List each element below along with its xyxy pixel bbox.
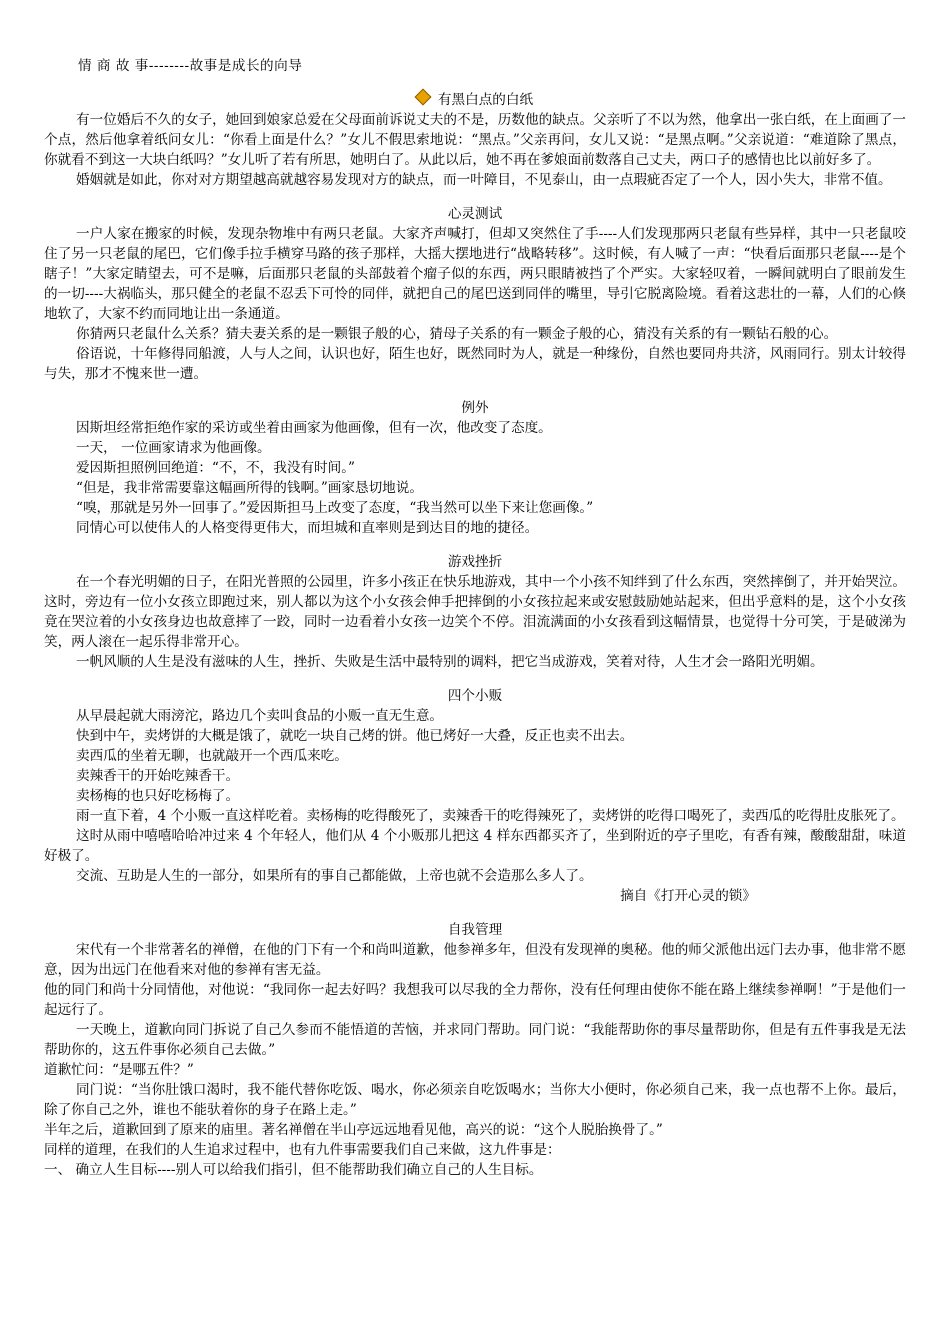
section-title-text: 自我管理 — [447, 922, 503, 938]
story-section — [44, 686, 906, 906]
story-section — [44, 204, 906, 384]
paragraph: 卖辣香干的开始吃辣香干。 — [76, 768, 240, 784]
section-title-text: 例外 — [461, 400, 489, 416]
paragraph: 同情心可以使伟人的人格变得更伟大，而坦城和直率则是到达目的地的捷径。 — [76, 520, 539, 536]
document-body — [44, 90, 906, 1180]
paragraph: 道歉忙问：“是哪五件？” — [44, 1062, 194, 1078]
page-header: 情 商 故 事--------故事是成长的向导 — [78, 58, 303, 74]
section-title — [44, 204, 906, 224]
paragraph: 因斯坦经常拒绝作家的采访或坐着由画家为他画像，但有一次，他改变了态度。 — [76, 420, 552, 436]
story-section — [44, 920, 906, 1180]
section-title — [44, 686, 906, 706]
paragraph: 宋代有一个非常著名的禅僧，在他的门下有一个和尚叫道歉，他参禅多年，但没有发现禅的奥秘。他的师父派他出远门去办事，他非常不愿意，因为出远门在他看来对他的参禅有害无益。 — [44, 942, 906, 978]
paragraph: “嗅，那就是另外一回事了。”爱因斯担马上改变了态度，“我当然可以坐下来让您画像。” — [76, 500, 594, 516]
paragraph: 婚姻就是如此，你对对方期望越高就越容易发现对方的缺点，而一叶障目，不见泰山，由一点瑕疵否定了一个人，因小失大，非常不值。 — [76, 172, 892, 188]
paragraph: 一户人家在搬家的时候，发现杂物堆中有两只老鼠。大家齐声喊打，但却又突然住了手----人们发现那两只老鼠有些异样，其中一只老鼠咬住了另一只老鼠的尾巴，它们像手拉手横穿马路的孩子那样，大摇大摆地进行“战略转移”。这时候，有人喊了一声：“快看后面那只老鼠----是个瞎子！”大家定睛望去，可不是嘛，后面那只老鼠的头部鼓着个瘤子似的东西，两只眼睛被挡了个严实。大家轻叹着，一瞬间就明白了眼前发生的一切----大祸临头，那只健全的老鼠不忍丢下可怜的同伴，就把自己的尾巴送到同伴的嘴里，导引它脱离险境。看着这悲壮的一幕，人们的心倏地软了，大家不约而同地让出一条通道。 — [44, 226, 906, 322]
section-title-text: 游戏挫折 — [447, 554, 503, 570]
paragraph: 这时从雨中嘻嘻哈哈冲过来 4 个年轻人，他们从 4 个小贩那儿把这 4 样东西都买齐了，坐到附近的亭子里吃，有香有辣，酸酸甜甜，味道好极了。 — [44, 828, 906, 864]
paragraph: 从早晨起就大雨滂沱，路边几个卖叫食品的小贩一直无生意。 — [76, 708, 444, 724]
diamond-bullet-icon — [414, 89, 431, 106]
section-title — [44, 398, 906, 418]
paragraph: 一天晚上，道歉向同门拆说了自己久参而不能悟道的苦恼，并求同门帮助。同门说：“我能帮助你的事尽量帮助你，但是有五件事我是无法帮助你的，这五件事你必须自己去做。” — [44, 1022, 906, 1058]
paragraph: 一帆风顺的人生是没有滋味的人生，挫折、失败是生活中最特别的调料，把它当成游戏，笑着对待，人生才会一路阳光明媚。 — [76, 654, 824, 670]
story-section — [44, 552, 906, 672]
section-title — [44, 920, 906, 940]
paragraph: 一天， 一位画家请求为他画像。 — [76, 440, 271, 456]
paragraph: 快到中午，卖烤饼的大概是饿了，就吃一块自己烤的饼。他已烤好一大叠，反正也卖不出去。 — [76, 728, 634, 744]
section-title — [44, 552, 906, 572]
story-section — [44, 398, 906, 538]
paragraph: 他的同门和尚十分同情他，对他说：“我同你一起去好吗？我想我可以尽我的全力帮你，没有任何理由使你不能在路上继续参禅啊！”于是他们一起远行了。 — [44, 982, 906, 1018]
source-citation: 摘自《打开心灵的锁》 — [620, 888, 756, 904]
section-title-text: 四个小贩 — [447, 688, 503, 704]
paragraph: 有一位婚后不久的女子，她回到娘家总爱在父母面前诉说丈夫的不是，历数他的缺点。父亲听了不以为然，他拿出一张白纸，在上面画了一个点，然后他拿着纸问女儿：“你看上面是什么？”女儿不假思索地说：“黑点。”父亲再问，女儿又说：“是黑点啊。”父亲说道：“难道除了黑点，你就看不到这一大块白纸吗？”女儿听了若有所思，她明白了。从此以后，她不再在爹娘面前数落自己丈夫，两口子的感情也比以前好多了。 — [44, 112, 906, 168]
paragraph: “但是，我非常需要靠这幅画所得的钱啊。”画家恳切地说。 — [76, 480, 423, 496]
paragraph: 一、 确立人生目标----别人可以给我们指引，但不能帮助我们确立自己的人生目标。 — [44, 1162, 543, 1178]
paragraph: 你猜两只老鼠什么关系？猜夫妻关系的是一颗银子般的心，猜母子关系的有一颗金子般的心，猜没有关系的有一颗钻石般的心。 — [76, 326, 838, 342]
paragraph: 同样的道理，在我们的人生追求过程中，也有九件事需要我们自己来做，这九件事是： — [44, 1142, 561, 1158]
paragraph: 半年之后，道歉回到了原来的庙里。著名禅僧在半山亭远远地看见他，高兴的说：“这个人脱胎换骨了。” — [44, 1122, 663, 1138]
paragraph: 同门说：“当你肚饿口渴时，我不能代替你吃饭、喝水，你必须亲自吃饭喝水；当你大小便时，你必须自己来，我一点也帮不上你。最后，除了你自己之外，谁也不能驮着你的身子在路上走。” — [44, 1082, 906, 1118]
paragraph: 卖杨梅的也只好吃杨梅了。 — [76, 788, 240, 804]
paragraph: 在一个春光明媚的日子，在阳光普照的公园里，许多小孩正在快乐地游戏，其中一个小孩不知绊到了什么东西，突然摔倒了，并开始哭泣。这时，旁边有一位小女孩立即跑过来，别人都以为这个小女孩会伸手把摔倒的小女孩拉起来或安慰鼓励她站起来，但出乎意料的是，这个小女孩竟在哭泣着的小女孩身边也故意摔了一跤，同时一边看着小女孩一边笑个不停。泪流满面的小女孩看到这幅情景，也觉得十分可笑，于是破涕为笑，两人滚在一起乐得非常开心。 — [44, 574, 906, 650]
section-title-text: 心灵测试 — [447, 206, 503, 222]
story-section — [44, 90, 906, 190]
paragraph: 交流、互助是人生的一部分，如果所有的事自己都能做，上帝也就不会造那么多人了。 — [76, 868, 593, 884]
paragraph: 爱因斯担照例回绝道：“不，不，我没有时间。” — [76, 460, 355, 476]
section-title-text: 有黑白点的白纸 — [437, 92, 534, 108]
paragraph: 卖西瓜的坐着无聊，也就敲开一个西瓜来吃。 — [76, 748, 348, 764]
section-title — [44, 90, 906, 110]
paragraph: 雨一直下着，4 个小贩一直这样吃着。卖杨梅的吃得酸死了，卖辣香干的吃得辣死了，卖烤饼的吃得口喝死了，卖西瓜的吃得肚皮胀死了。 — [76, 808, 905, 824]
paragraph: 俗语说，十年修得同船渡，人与人之间，认识也好，陌生也好，既然同时为人，就是一种缘份，自然也要同舟共济，风雨同行。别太计较得与失，那才不愧来世一遭。 — [44, 346, 906, 382]
